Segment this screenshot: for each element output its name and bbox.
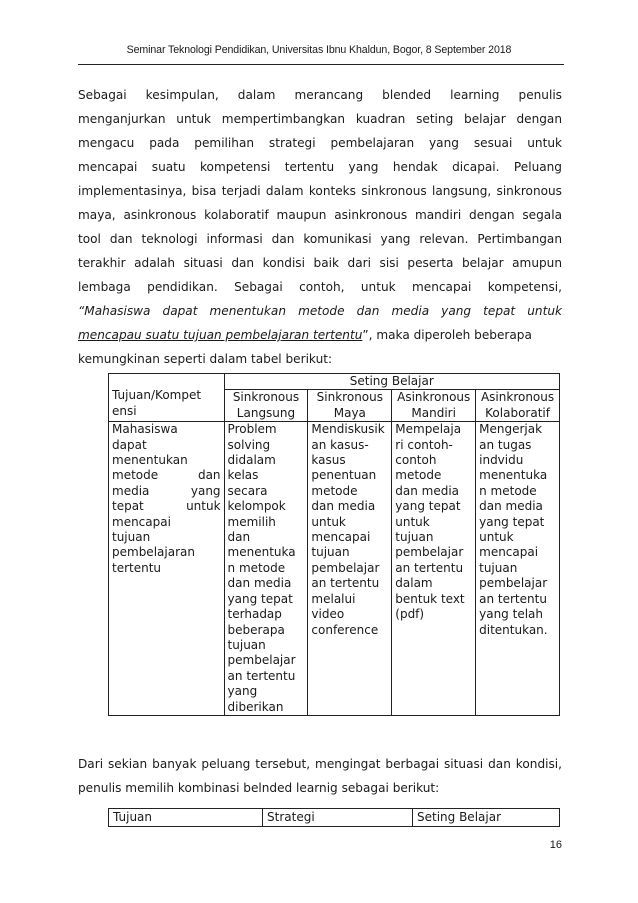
cell-line: dan media bbox=[311, 499, 376, 514]
cell-line: didalam bbox=[227, 453, 276, 468]
cell-line: mencapai bbox=[112, 514, 171, 529]
col-header-asinkronous-kolaboratif: Asinkronous Kolaboratif bbox=[476, 390, 560, 422]
text-line: mengacu pada pemilihan strategi pembelajaran yang sesuai untuk bbox=[78, 136, 562, 150]
quote-line bbox=[78, 299, 562, 323]
quote-text: “Mahasiswa dapat menentukan metode dan media yang tepat untuk bbox=[78, 304, 562, 318]
text-line: Dari sekian banyak peluang tersebut, mengingat berbagai situasi dan kondisi, bbox=[78, 757, 562, 771]
cell-line: secara bbox=[227, 483, 268, 498]
running-header: Seminar Teknologi Pendidikan, Universitas Ibnu Khaldun, Bogor, 8 September 2018 bbox=[126, 44, 512, 56]
cell-line: terhadap bbox=[227, 607, 282, 622]
cell-line: an tugas bbox=[479, 437, 532, 452]
cell-line: tujuan bbox=[311, 545, 350, 560]
cell-tujuan bbox=[109, 422, 225, 716]
col-header-sinkronous-langsung: Sinkronous Langsung bbox=[224, 390, 308, 422]
cell-sinkronous-langsung bbox=[224, 422, 308, 716]
cell-line: yang tepat bbox=[479, 514, 545, 529]
col-header-tujuan: Tujuan/Kompet ensi bbox=[109, 374, 225, 422]
cell-line: mencapai bbox=[311, 530, 371, 545]
cell-line: kasus bbox=[311, 453, 346, 468]
cell-line: tujuan bbox=[395, 530, 434, 545]
cell-line: pembelajaran bbox=[112, 545, 195, 560]
cell-line: yang tepat bbox=[227, 591, 293, 606]
text-line: terakhir adalah situasi dan kondisi baik dari sisi peserta belajar amupun bbox=[78, 256, 562, 270]
cell-line: beberapa bbox=[227, 622, 285, 637]
cell-line: yang telah bbox=[479, 607, 543, 622]
cell-line: n metode bbox=[479, 483, 537, 498]
cell-line: an tertentu bbox=[395, 560, 464, 575]
table-row bbox=[109, 422, 560, 716]
cell-line: tepat untuk bbox=[112, 499, 221, 514]
cell-line: menentukan bbox=[112, 453, 188, 468]
cell-line: mencapai bbox=[479, 545, 539, 560]
cell-line: Mempelaja bbox=[395, 422, 462, 437]
cell-line: penentuan bbox=[311, 468, 377, 483]
cell-line: yang tepat bbox=[395, 499, 461, 514]
cell-line: Mahasiswa bbox=[112, 422, 178, 437]
cell-line: bentuk text bbox=[395, 591, 465, 606]
cell-line: pembelajar bbox=[479, 576, 548, 591]
cell-line: ri contoh- bbox=[395, 437, 453, 452]
text-line: Sebagai kesimpulan, dalam merancang blended learning penulis bbox=[78, 88, 562, 102]
cell-line: untuk bbox=[479, 530, 514, 545]
cell-line: menentuka bbox=[227, 545, 296, 560]
col-header-sinkronous-maya: Sinkronous Maya bbox=[308, 390, 392, 422]
cell-line: dan media bbox=[479, 499, 543, 514]
cell-line: an tertentu bbox=[311, 576, 380, 591]
cell-line: tujuan bbox=[112, 530, 151, 545]
combination-table bbox=[108, 808, 560, 827]
cell-line: dan media bbox=[227, 576, 292, 591]
cell-line: dapat bbox=[112, 437, 147, 452]
cell-line: ditentukan. bbox=[479, 622, 548, 637]
quote-text: mencapau suatu tujuan pembelajaran tertentu bbox=[78, 328, 363, 342]
text-line: mencapai suatu kompetensi tertentu yang hendak dicapai. Peluang bbox=[78, 160, 562, 174]
cell-line: pembelajar bbox=[227, 653, 296, 668]
quote-line bbox=[78, 323, 562, 347]
text-line: kemungkinan seperti dalam tabel berikut: bbox=[78, 352, 333, 366]
cell-line: Mendiskusik bbox=[311, 422, 385, 437]
cell-line: Problem bbox=[227, 422, 277, 437]
cell-asinkronous-kolaboratif bbox=[476, 422, 560, 716]
cell-line: conference bbox=[311, 622, 379, 637]
text-line: lembaga pendidikan. Sebagai contoh, untuk mencapai kompetensi, bbox=[78, 280, 562, 294]
learning-setting-table bbox=[108, 373, 560, 716]
page-number: 16 bbox=[549, 839, 562, 851]
cell-asinkronous-mandiri bbox=[392, 422, 476, 716]
cell-line: metode bbox=[395, 468, 442, 483]
cell-line: contoh bbox=[395, 453, 437, 468]
cell-line: solving bbox=[227, 437, 271, 452]
col-header-tujuan: Tujuan bbox=[109, 809, 263, 827]
text-line: penulis memilih kombinasi belnded learnig sebagai berikut: bbox=[78, 781, 440, 795]
cell-line: yang bbox=[227, 684, 258, 699]
cell-line: melalui bbox=[311, 591, 356, 606]
group-header-seting-belajar: Seting Belajar bbox=[224, 374, 559, 390]
paragraph-combination bbox=[78, 752, 562, 800]
cell-line: n metode bbox=[227, 560, 286, 575]
cell-line: pembelajar bbox=[311, 560, 380, 575]
cell-line: diberikan bbox=[227, 699, 284, 714]
cell-line: an kasus- bbox=[311, 437, 369, 452]
cell-line: untuk bbox=[395, 514, 430, 529]
cell-line: pembelajar bbox=[395, 545, 464, 560]
cell-line: tujuan bbox=[479, 560, 518, 575]
cell-line: (pdf) bbox=[395, 607, 425, 622]
cell-line: metode bbox=[311, 483, 358, 498]
text-line: tool dan teknologi informasi dan komunikasi yang relevan. Pertimbangan bbox=[78, 232, 562, 246]
text-line: implementasinya, bisa terjadi dalam konteks sinkronous langsung, sinkronous bbox=[78, 184, 562, 198]
col-header-asinkronous-mandiri: Asinkronous Mandiri bbox=[392, 390, 476, 422]
cell-line: tertentu bbox=[112, 560, 162, 575]
cell-line: untuk bbox=[311, 514, 346, 529]
text-line: maya, asinkronous kolaboratif maupun asinkronous mandiri dengan segala bbox=[78, 208, 562, 222]
quote-tail: ”, maka diperoleh beberapa bbox=[362, 328, 532, 342]
header-rule bbox=[78, 64, 564, 65]
cell-line: Mengerjak bbox=[479, 422, 543, 437]
paragraph-conclusion bbox=[78, 83, 562, 371]
col-header-seting-belajar: Seting Belajar bbox=[413, 809, 560, 827]
cell-line: tujuan bbox=[227, 637, 266, 652]
cell-line: dan media bbox=[395, 483, 460, 498]
cell-line: dalam bbox=[395, 576, 433, 591]
cell-line: an tertentu bbox=[479, 591, 547, 606]
cell-line: memilih bbox=[227, 514, 276, 529]
cell-sinkronous-maya bbox=[308, 422, 392, 716]
cell-line: metode dan bbox=[112, 468, 221, 483]
text-line: menganjurkan untuk mempertimbangkan kuadran seting belajar dengan bbox=[78, 112, 562, 126]
cell-line: an tertentu bbox=[227, 668, 296, 683]
cell-line: kelompok bbox=[227, 499, 286, 514]
cell-line: media yang bbox=[112, 483, 221, 498]
cell-line: menentuka bbox=[479, 468, 548, 483]
cell-line: video bbox=[311, 607, 345, 622]
cell-line: dan bbox=[227, 530, 251, 545]
cell-line: kelas bbox=[227, 468, 259, 483]
cell-line: indvidu bbox=[479, 453, 524, 468]
col-header-strategi: Strategi bbox=[263, 809, 413, 827]
